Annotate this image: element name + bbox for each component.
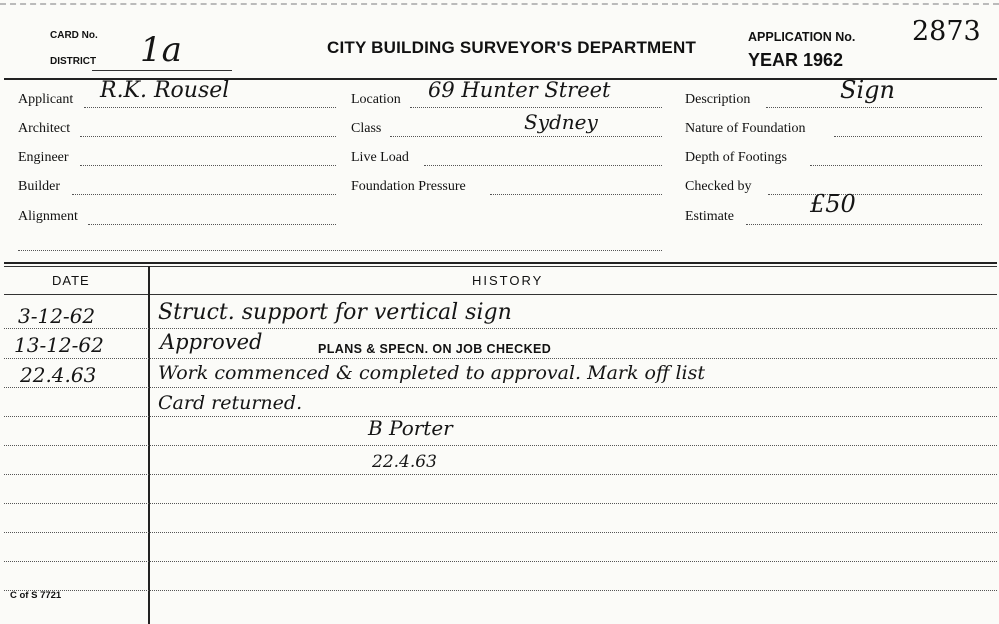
entry-text: Approved — [160, 330, 263, 354]
signature: B Porter — [368, 416, 453, 440]
alignment-label: Alignment — [18, 209, 78, 224]
entry-stamp: PLANS & SPECN. ON JOB CHECKED — [318, 342, 552, 356]
foundation-pressure-line — [490, 194, 662, 195]
foundation-pressure-label: Foundation Pressure — [351, 179, 466, 194]
ruled-line — [4, 503, 997, 504]
live-load-label: Live Load — [351, 150, 409, 165]
nature-of-foundation-label: Nature of Foundation — [685, 121, 806, 136]
description-value: Sign — [840, 76, 895, 104]
applicant-label: Applicant — [18, 92, 74, 107]
architect-label: Architect — [18, 121, 71, 136]
date-column-header: DATE — [52, 273, 90, 288]
entry-date: 13-12-62 — [14, 333, 104, 357]
class-label: Class — [351, 121, 382, 136]
checked-by-label: Checked by — [685, 179, 752, 194]
ruled-line — [4, 474, 997, 475]
district-label: DISTRICT — [50, 56, 97, 67]
entry-date: 22.4.63 — [20, 363, 97, 387]
ruled-line — [4, 358, 997, 359]
depth-of-footings-line — [810, 165, 982, 166]
top-edge — [0, 3, 999, 5]
builder-line — [72, 194, 336, 195]
card-number: 1a — [140, 30, 182, 70]
applicant-line — [84, 107, 336, 108]
location-value: 69 Hunter Street — [428, 78, 611, 102]
ruled-line — [4, 416, 997, 417]
card-no-label: CARD No. — [50, 30, 98, 41]
year-label: YEAR 1962 — [748, 50, 844, 70]
application-label: APPLICATION No. — [748, 30, 856, 44]
bottom-field-line — [18, 250, 662, 251]
entry-text: Struct. support for vertical sign — [158, 300, 512, 325]
history-top-rule — [4, 262, 997, 264]
ruled-line — [4, 387, 997, 388]
engineer-label: Engineer — [18, 150, 69, 165]
card-no-line — [92, 70, 232, 71]
location-line — [410, 107, 662, 108]
depth-of-footings-label: Depth of Footings — [685, 150, 787, 165]
history-header-rule — [4, 294, 997, 295]
ruled-line — [4, 590, 997, 591]
description-label: Description — [685, 92, 751, 107]
alignment-line — [88, 224, 336, 225]
class-value: Sydney — [524, 110, 598, 134]
signature-date: 22.4.63 — [372, 452, 437, 472]
checked-by-line — [768, 194, 982, 195]
estimate-value: £50 — [810, 190, 856, 218]
live-load-line — [424, 165, 662, 166]
department-title: CITY BUILDING SURVEYOR'S DEPARTMENT — [327, 38, 697, 57]
nature-of-foundation-line — [834, 136, 982, 137]
entry-date: 3-12-62 — [18, 304, 96, 328]
description-line — [766, 107, 982, 108]
estimate-label: Estimate — [685, 209, 734, 224]
application-number: 2873 — [912, 16, 981, 47]
form-number: C of S 7721 — [10, 590, 62, 601]
ruled-line — [4, 532, 997, 533]
builder-label: Builder — [18, 179, 60, 194]
location-label: Location — [351, 92, 401, 107]
entry-text: Card returned. — [158, 392, 303, 414]
ruled-line — [4, 445, 997, 446]
ruled-line — [4, 328, 997, 329]
history-top-rule-inner — [4, 266, 997, 267]
applicant-value: R.K. Rousel — [100, 78, 230, 103]
estimate-line — [746, 224, 982, 225]
history-column-header: HISTORY — [472, 273, 544, 288]
class-line — [390, 136, 662, 137]
architect-line — [80, 136, 336, 137]
entry-text: Work commenced & completed to approval. Mark off list — [158, 362, 706, 384]
engineer-line — [80, 165, 336, 166]
ruled-line — [4, 561, 997, 562]
